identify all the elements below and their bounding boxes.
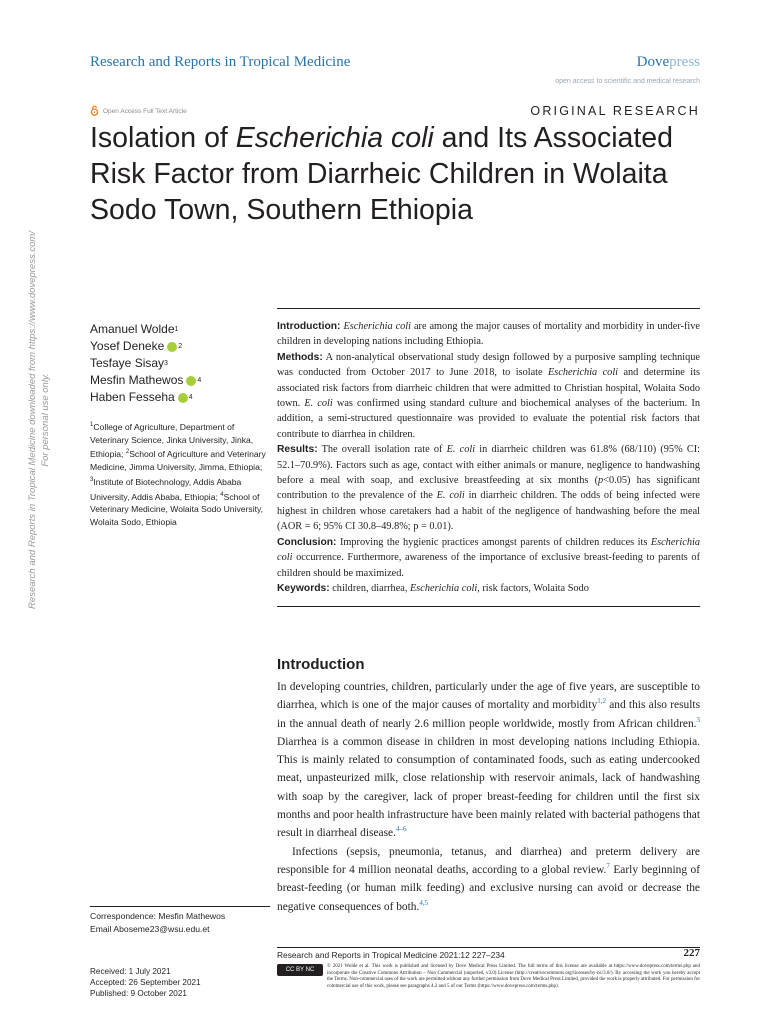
author-item[interactable]: Amanuel Wolde 1 bbox=[90, 322, 179, 336]
open-access-text: Open Access Full Text Article bbox=[103, 108, 187, 115]
orcid-icon[interactable] bbox=[167, 342, 177, 352]
brand-light: press bbox=[669, 54, 700, 70]
journal-name[interactable]: Research and Reports in Tropical Medicine bbox=[90, 54, 351, 70]
citation-ref[interactable]: 4,5 bbox=[419, 898, 429, 907]
affil-sup: 1 bbox=[90, 422, 94, 428]
intro-paragraph-1 bbox=[277, 678, 700, 843]
abstract-text: and determine its associated risk factors from diarrheic children that were admitted to Christian hospital, Wolaita Sodo town. bbox=[277, 367, 701, 410]
date-received: Received: 1 July 2021 bbox=[90, 967, 171, 976]
title-italic: Escherichia coli bbox=[235, 122, 434, 154]
title-part2: and Its Associated Risk Factor from Diarrheic Children in Wolaita Sodo Town, Southern Ethiopia bbox=[90, 122, 673, 226]
abstract-label: Introduction: bbox=[277, 321, 341, 332]
abstract-text: Improving the hygienic practices amongst parents of children reduces its bbox=[336, 536, 651, 548]
license-block bbox=[277, 964, 700, 990]
intro-text: Infections (sepsis, pneumonia, tetanus, and diarrhea) and preterm delivery are responsible for 4 million neonatal deaths, according to a global review. bbox=[277, 845, 700, 876]
orcid-icon[interactable] bbox=[178, 393, 188, 403]
abstract-methods bbox=[277, 350, 700, 442]
abstract-italic: E. coli bbox=[304, 398, 333, 410]
publication-dates bbox=[90, 966, 201, 999]
intro-paragraph-2 bbox=[277, 843, 700, 916]
author-list bbox=[90, 321, 201, 406]
affil-sup: 4 bbox=[220, 491, 224, 498]
abstract-text: children, diarrhea, bbox=[329, 582, 410, 594]
abstract-label: Conclusion: bbox=[277, 536, 337, 548]
affiliations bbox=[90, 419, 270, 529]
abstract-text: , risk factors, Wolaita Sodo bbox=[477, 582, 589, 594]
abstract-results bbox=[277, 442, 700, 534]
date-published: Published: 9 October 2021 bbox=[90, 989, 187, 998]
intro-text: Early beginning of breast-feeding (or human milk feeding) and exclusive nursing can avoid or decrease the negative consequences of both. bbox=[277, 863, 700, 913]
abstract-text: <0.05) has significant contribution to the prevalence of the bbox=[277, 475, 700, 502]
abstract-italic: Escherichia coli bbox=[277, 536, 700, 564]
abstract-italic: E. coli bbox=[446, 444, 476, 456]
introduction-body bbox=[277, 678, 700, 916]
correspondence bbox=[90, 906, 270, 935]
author-item[interactable]: Yosef Deneke 2 bbox=[90, 339, 183, 353]
citation-ref[interactable]: 4–6 bbox=[395, 825, 407, 834]
author-name[interactable]: Tesfaye Sisay bbox=[90, 356, 165, 370]
abstract-introduction bbox=[277, 319, 700, 350]
correspondence-name: Correspondence: Mesfin Mathewos bbox=[90, 911, 226, 921]
abstract-italic: Escherichia coli bbox=[548, 367, 619, 379]
affil-text: School of Agriculture and Veterinary Medicine, Jimma University, Jimma, Ethiopia; bbox=[90, 449, 266, 473]
author-name[interactable]: Haben Fesseha bbox=[90, 390, 175, 404]
page-footer bbox=[277, 947, 700, 960]
citation-ref[interactable]: 7 bbox=[606, 862, 610, 871]
abstract-italic: Escherichia coli bbox=[410, 582, 478, 594]
affil-text: Institute of Biotechnology, Addis Ababa University, Addis Ababa, Ethiopia; bbox=[90, 476, 242, 502]
abstract-text: The overall isolation rate of bbox=[317, 444, 447, 456]
abstract-text: are among the major causes of mortality and morbidity in under-five children in developing nations including Ethiopia. bbox=[277, 321, 701, 348]
author-item[interactable]: Haben Fesseha 4 bbox=[90, 390, 193, 404]
abstract-italic: Escherichia coli bbox=[343, 321, 412, 332]
abstract-label: Methods: bbox=[277, 351, 323, 363]
affil-text: College of Agriculture, Department of Veterinary Science, Jinka University, Jinka, Ethiopia; bbox=[90, 421, 254, 460]
abstract bbox=[277, 308, 700, 607]
abstract-label: Results: bbox=[277, 444, 318, 456]
introduction-heading: Introduction bbox=[277, 656, 365, 673]
abstract-text: in diarrheic children was 61.8% (68/110) (95% CI: 52.1–70.9%). Factors such as age, contact with either animals or manure, negligence to handwashing before a meal with soap, and exclusive breastfeeding at six months ( bbox=[277, 444, 700, 487]
correspondence-email[interactable]: Email Aboseme23@wsu.edu.et bbox=[90, 923, 210, 934]
cc-license-icon[interactable]: CC BY NC bbox=[277, 964, 323, 976]
intro-text: and this also results in the annual death of nearly 2.6 million people worldwide, mostly from African children. bbox=[277, 699, 700, 730]
intro-text: Diarrhea is a common disease in children in most developing nations including Ethiopia. This is mainly related to consumption of contaminated foods, such as eating undercooked meat, unpasteurized milk, close relationship with reservoir animals, lack of handwashing with soap by the caregiver, lack of proper breast-feeding for children until the first six months and poor health infrastructure have been mainly related with bacterial pathogens that result in diarrheal disease. bbox=[277, 735, 700, 840]
author-name[interactable]: Yosef Deneke bbox=[90, 339, 165, 353]
title-part1: Isolation of bbox=[90, 122, 236, 154]
license-text: © 2021 Wolde et al. This work is published and licensed by Dove Medical Press Limited. The full terms of this license are available at https://www.dovepress.com/terms.php and incorporate the Creative Commons Attribution – Non Commercial (unported, v3.0) License (http://creativecommons.org/licenses/by-nc/3.0/). By accessing the work you hereby accept the Terms. Non-commercial uses of the work are permitted without any further permission from Dove Medical Press Limited, provided the work is properly attributed. For permission for commercial use of this work, please see paragraphs 4.2 and 5 of our Terms (https://www.dovepress.com/terms.php). bbox=[327, 964, 700, 989]
side-download-note bbox=[26, 210, 68, 630]
article-type: ORIGINAL RESEARCH bbox=[530, 104, 700, 118]
abstract-keywords bbox=[277, 581, 700, 596]
brand-strong: Dove bbox=[636, 54, 670, 70]
date-accepted: Accepted: 26 September 2021 bbox=[90, 978, 201, 987]
page-number: 227 bbox=[683, 947, 700, 959]
open-access-label bbox=[90, 105, 187, 118]
abstract-text: was confirmed using standard culture and biochemical analyses of the bacterium. In addition, a semi-structured questionnaire was provided to evaluate the potential risk factors that contribute to diarrhea in children. bbox=[277, 398, 700, 440]
side-note-line1: Research and Reports in Tropical Medicine downloaded from https://www.dovepress.com/ bbox=[27, 231, 38, 609]
author-name[interactable]: Mesfin Mathewos bbox=[90, 373, 184, 387]
footer-citation[interactable]: Research and Reports in Tropical Medicine 2021:12 227–234 bbox=[277, 950, 505, 960]
affil-text: School of Veterinary Medicine, Wolaita Sodo University, Wolaita Sodo, Ethiopia bbox=[90, 491, 264, 528]
publisher-tagline: open access to scientific and medical research bbox=[555, 78, 700, 85]
open-access-icon bbox=[90, 105, 99, 118]
abstract-text: occurrence. Furthermore, awareness of the importance of exclusive breast-feeding to parents of children should be maximized. bbox=[277, 552, 700, 579]
abstract-conclusion bbox=[277, 535, 700, 581]
affil-sup: 2 bbox=[125, 449, 130, 456]
affil-sup: 3 bbox=[90, 476, 94, 483]
abstract-label: Keywords: bbox=[277, 582, 330, 594]
side-note-line2: For personal use only. bbox=[40, 373, 51, 467]
publisher-logo[interactable] bbox=[637, 54, 700, 71]
citation-ref[interactable]: 3 bbox=[696, 715, 700, 724]
abstract-italic: E. coli bbox=[436, 490, 465, 502]
citation-ref[interactable]: 1,2 bbox=[597, 697, 606, 706]
author-item[interactable]: Tesfaye Sisay 3 bbox=[90, 356, 168, 370]
abstract-text: in diarrheic children. The odds of being infected were highest in children whose caretakers had a habit of the negligence of handwashing before the meal (AOR = 6; 95% CI 30.8–49.8%; p = 0.01). bbox=[277, 490, 700, 533]
orcid-icon[interactable] bbox=[186, 376, 196, 386]
author-name[interactable]: Amanuel Wolde bbox=[90, 322, 175, 336]
abstract-italic: p bbox=[598, 475, 604, 487]
abstract-text: A non-analytical observational study design followed by a purposive sampling technique was conducted from October 2017 to June 2018, to isolate bbox=[277, 351, 700, 379]
author-item[interactable]: Mesfin Mathewos 4 bbox=[90, 373, 202, 387]
intro-text: In developing countries, children, particularly under the age of five years, are susceptible to diarrhea, which is one of the major causes of mortality and morbidity bbox=[277, 681, 700, 712]
article-title bbox=[90, 120, 720, 228]
